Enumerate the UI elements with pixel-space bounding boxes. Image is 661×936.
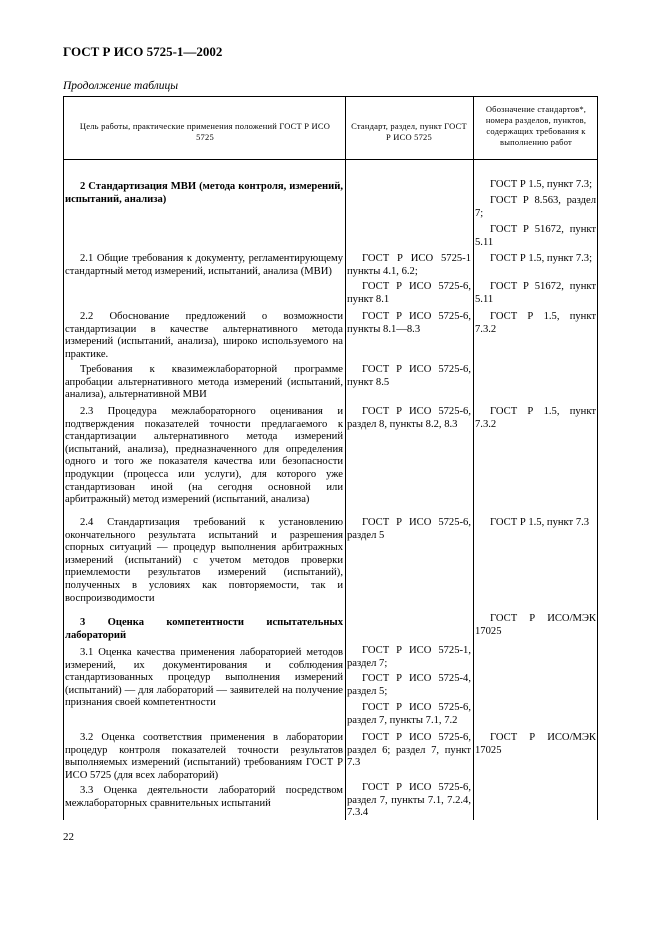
row-2-1-standard-2: ГОСТ Р ИСО 5725-6, пункт 8.1 bbox=[347, 281, 471, 305]
row-2-2-text: 2.2 Обоснование предложений о возможности стандартизации в качестве альтернативного метода измерений (испытаний, анализа), широко используемого на практике. bbox=[65, 311, 343, 360]
column-header-references: Обозначение стандартов*, номера разделов, пунктов, содержащих требования к выполнению работ bbox=[485, 104, 587, 147]
column-header-purpose: Цель работы, практические применения положений ГОСТ Р ИСО 5725 bbox=[79, 121, 331, 142]
row-2-2b-text: Требования к квазимежлабораторной программе апробации альтернативного метода измерений (испытаний, анализа), альтернативной МВИ bbox=[65, 364, 343, 401]
row-2-1-text: 2.1 Общие требования к документу, регламентирующему стандартный метод измерений, испытаний, анализа (МВИ) bbox=[65, 253, 343, 277]
row-3-1-standard-3: ГОСТ Р ИСО 5725-6, раздел 7, пункты 7.1, 7.2 bbox=[347, 702, 471, 726]
page-number: 22 bbox=[63, 831, 74, 843]
row-3-2-ref: ГОСТ Р ИСО/МЭК 17025 bbox=[475, 732, 596, 756]
row-3-3-standard: ГОСТ Р ИСО 5725-6, раздел 7, пункты 7.1, 7.2.4, 7.3.4 bbox=[347, 782, 471, 819]
row-2-3-ref: ГОСТ Р 1.5, пункт 7.3.2 bbox=[475, 406, 596, 430]
column-header-standard: Стандарт, раздел, пункт ГОСТ Р ИСО 5725 bbox=[351, 121, 467, 142]
row-3-1-text: 3.1 Оценка качества применения лабораторией методов измерений, их документирования и соблюдения стандартизованных процедур выполнения измерений (испытаний) — для лабораторий — заявителей на получение признания своей компетентности bbox=[65, 647, 343, 709]
row-2-1-ref-1: ГОСТ Р 1.5, пункт 7.3; bbox=[490, 253, 593, 264]
row-2-4-ref: ГОСТ Р 1.5, пункт 7.3 bbox=[490, 517, 590, 528]
row-2-2-standard: ГОСТ Р ИСО 5725-6, пункты 8.1—8.3 bbox=[347, 311, 471, 335]
row-2-4-text: 2.4 Стандартизация требований к установлению окончательного результата испытаний и разрешения спорных ситуаций — процедур выполнения арбитражных измерений (испытаний) с учетом методов проверки приемлемости результатов измерений (испытаний), полученных в условиях как повторяемости, так и воспроизводимости bbox=[65, 517, 343, 604]
header-divider bbox=[64, 159, 597, 160]
row-2-1-standard-1: ГОСТ Р ИСО 5725-1 пункты 4.1, 6.2; bbox=[347, 253, 471, 277]
row-3-3-text: 3.3 Оценка деятельности лабораторий посредством межлабораторных сравнительных испытаний bbox=[65, 785, 343, 809]
row-2-2-ref: ГОСТ Р 1.5, пункт 7.3.2 bbox=[475, 311, 596, 335]
row-2-1-ref-2: ГОСТ Р 51672, пункт 5.11 bbox=[475, 281, 596, 305]
section-3-ref: ГОСТ Р ИСО/МЭК 17025 bbox=[475, 613, 596, 637]
standards-table bbox=[63, 96, 598, 820]
column-divider bbox=[345, 97, 346, 820]
row-3-2-text: 3.2 Оценка соответствия применения в лаборатории процедур контроля показателей точности результатов выполняемых измерений (испытаний) требованиям ГОСТ Р ИСО 5725 (для всех лабораторий) bbox=[65, 732, 343, 781]
row-2-3-standard: ГОСТ Р ИСО 5725-6, раздел 8, пункты 8.2, 8.3 bbox=[347, 406, 471, 430]
row-3-1-standard-2: ГОСТ Р ИСО 5725-4, раздел 5; bbox=[347, 673, 471, 697]
column-divider bbox=[473, 97, 474, 820]
section-2-ref-3: ГОСТ Р 51672, пункт 5.11 bbox=[475, 224, 596, 248]
row-2-3-text: 2.3 Процедура межлабораторного оценивания и подтверждения показателей точности предлагаемого к стандартизации альтернативного метода измерений (испытаний, анализа), предназначенного для определения одного и того же показателя качества или безопасности продукции (процесса или услуги), для которого уже стандартизован иной (на сегодня основной или арбитражный) метод измерений (испытаний, анализа) bbox=[65, 406, 343, 506]
section-2-ref-1: ГОСТ Р 1.5, пункт 7.3; bbox=[490, 179, 593, 190]
row-3-2-standard: ГОСТ Р ИСО 5725-6, раздел 6; раздел 7, пункт 7.3 bbox=[347, 732, 471, 769]
table-continuation-label: Продолжение таблицы bbox=[63, 80, 179, 92]
row-2-2b-standard: ГОСТ Р ИСО 5725-6, пункт 8.5 bbox=[347, 364, 471, 388]
document-header: ГОСТ Р ИСО 5725-1—2002 bbox=[63, 44, 223, 59]
section-2-heading: 2 Стандартизация МВИ (метода контроля, измерений, испытаний, анализа) bbox=[65, 181, 343, 205]
section-2-ref-2: ГОСТ Р 8.563, раздел 7; bbox=[475, 195, 596, 219]
row-3-1-standard-1: ГОСТ Р ИСО 5725-1, раздел 7; bbox=[347, 645, 471, 669]
row-2-4-standard: ГОСТ Р ИСО 5725-6, раздел 5 bbox=[347, 517, 471, 541]
section-3-heading: 3 Оценка компетентности испытательных лабораторий bbox=[65, 617, 343, 641]
